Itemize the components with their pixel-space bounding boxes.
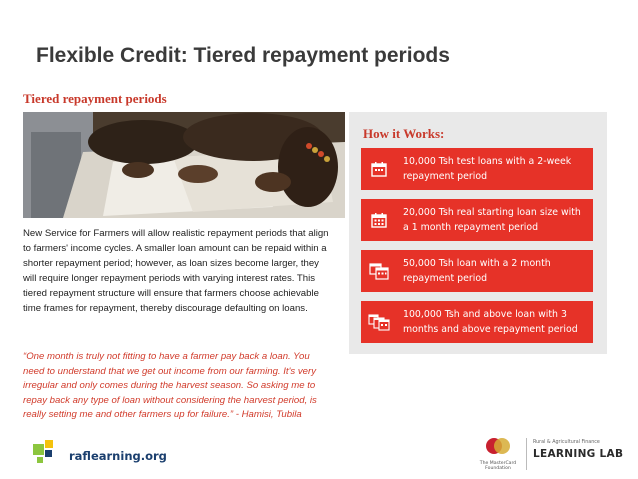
calendar-month-icon [361,199,397,241]
step-1 [361,148,593,190]
section-subtitle: Tiered repayment periods [23,91,167,106]
raf-logo-text: raflearning.org [69,449,167,463]
calendar-three-icon [361,301,397,343]
farmer-quote: “One month is truly not fitting to have a farmer pay back a loan. You need to understand that we get out income from our farming. It's very irregular and only comes during the harvest season. So asking me to repay back any type of loan without considering the harvest period, is really setting me and other farmers up for failure.” - Hamisi, Tubila [23,351,317,421]
calendar-single-icon [361,148,397,190]
mastercard-foundation-logo [472,436,524,472]
raf-squares-icon [33,440,63,464]
raf-learning-logo [33,440,167,464]
slide-title: Flexible Credit: Tiered repayment periods [36,44,450,67]
learning-lab-title: LEARNING LAB [533,448,624,460]
step-2-text: 20,000 Tsh real starting loan size with a 1 month repayment period [403,207,581,233]
farmers-hands-illustration [23,112,345,218]
mastercard-circles-icon [483,436,513,456]
mastercard-foundation-text: The MasterCard Foundation [479,461,517,471]
learning-lab-small-text: Rural & Agricultural Finance [533,440,600,445]
step-4-text: 100,000 Tsh and above loan with 3 months and above repayment period [403,309,578,335]
step-1-text: 10,000 Tsh test loans with a 2-week repayment period [403,156,572,182]
how-it-works-title: How it Works: [363,126,445,141]
calendar-two-icon [361,250,397,292]
learning-lab-logo [533,440,628,460]
how-it-works-panel [349,112,607,354]
logo-divider [526,438,527,470]
step-2 [361,199,593,241]
service-description: New Service for Farmers will allow realistic repayment periods that align to farmers' income cycles. A smaller loan amount can be repaid within a shorter repayment period; however, as loan sizes become larger, they will require longer repayment periods with varying interest rates. This tiered repayment structure will ensure that farmers choose achievable time frames for repayment, thereby discourage defaulting on loans. [23,228,329,315]
farmers-photo [23,112,345,218]
step-3 [361,250,593,292]
step-3-text: 50,000 Tsh loan with a 2 month repayment period [403,258,551,284]
step-4 [361,301,593,343]
